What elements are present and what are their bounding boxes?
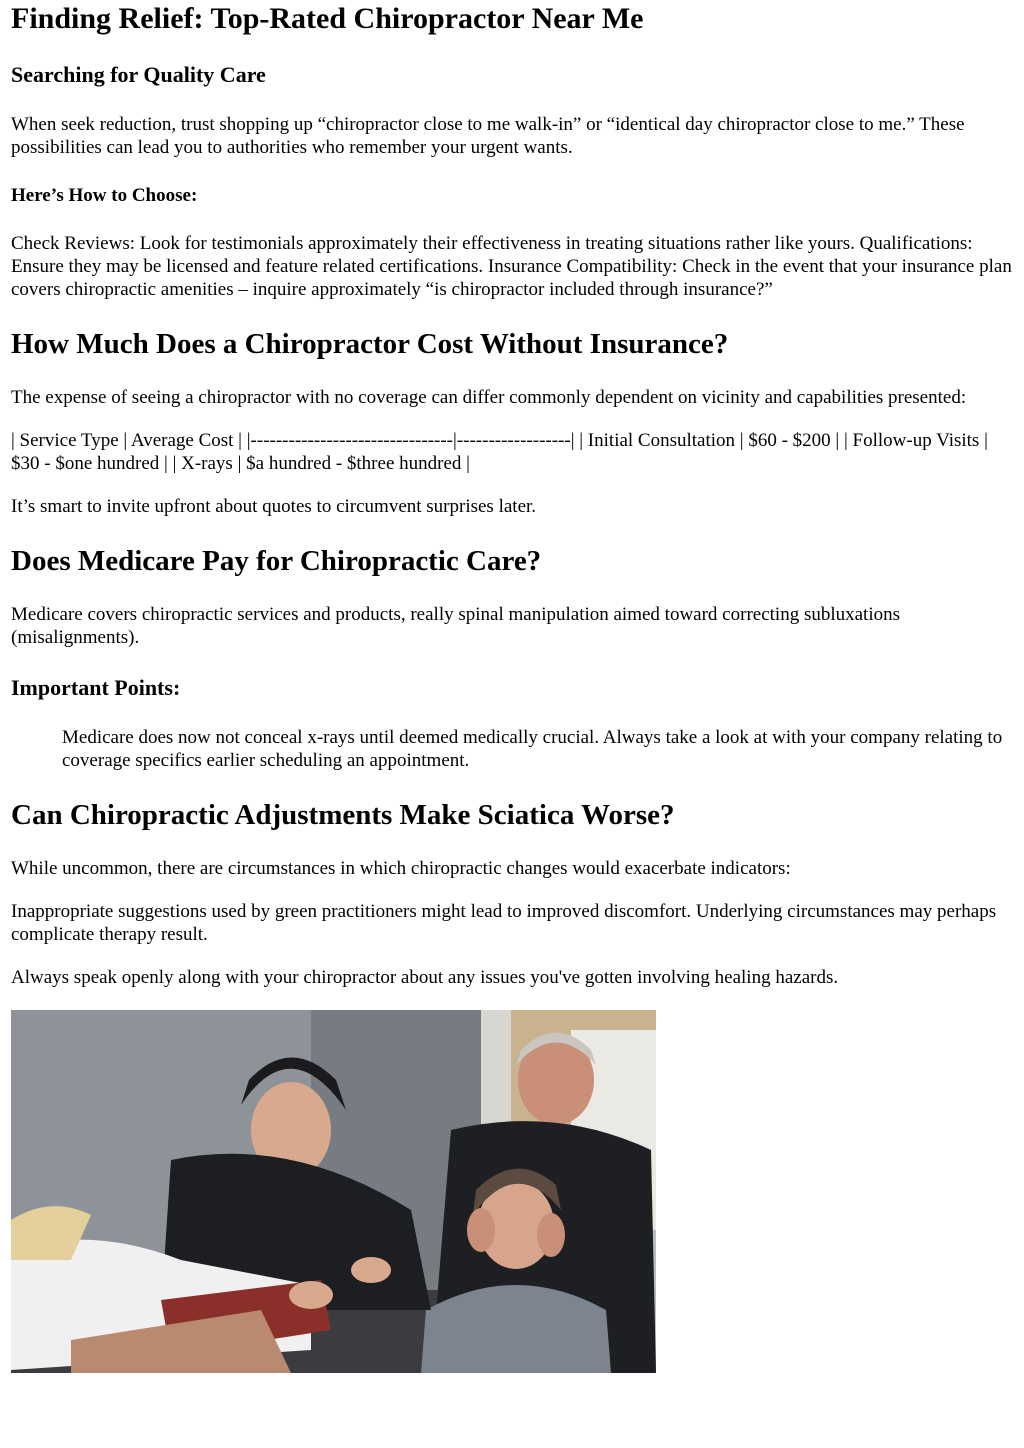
choose-paragraph: Check Reviews: Look for testimonials approximately their effectiveness in treating situations rather like yours. Qualifications: Ensure they may be licensed and feature related certifications. Insurance Compatibility: Check in the event that your insurance plan covers chiropractic amenities – inquire approximately “is chiropractor included through insurance?” [11,233,1012,300]
sciatica-paragraph: Inappropriate suggestions used by green practitioners might lead to improved discomfort. Underlying circumstances may perhaps complicate therapy result. [11,901,997,945]
medicare-heading: Does Medicare Pay for Chiropractic Care? [11,545,542,577]
cost-table-text: | Service Type | Average Cost | |--------------------------------|------------------| | Initial Consultation | $60 - $200 | | Follow-up Visits | $30 - $one hundred | | X-rays | $a hundred - $three hundred | [11,430,988,474]
sciatica-note-paragraph: Always speak openly along with your chiropractor about any issues you've gotten involving healing hazards. [11,967,839,988]
cost-intro-paragraph: The expense of seeing a chiropractor with no coverage can differ commonly dependent on vicinity and capabilities presented: [11,387,967,408]
sciatica-heading: Can Chiropractic Adjustments Make Sciatica Worse? [11,799,675,831]
sciatica-intro-paragraph: While uncommon, there are circumstances in which chiropractic changes would exacerbate indicators: [11,858,791,879]
searching-heading: Searching for Quality Care [11,62,266,87]
cost-note-paragraph: It’s smart to invite upfront about quotes to circumvent surprises later. [11,496,537,517]
important-quote: Medicare does now not conceal x-rays until deemed medically crucial. Always take a look at with your company relating to coverage specifics earlier scheduling an appointment. [62,727,1003,771]
chiropractic-photo [11,1010,656,1373]
cost-heading: How Much Does a Chiropractor Cost Without Insurance? [11,328,729,360]
choose-heading: Here’s How to Choose: [11,185,198,206]
searching-paragraph: When seek reduction, trust shopping up “chiropractor close to me walk-in” or “identical day chiropractor close to me.” These possibilities can lead you to authorities who remember your urgent wants. [11,114,965,158]
article [0,2,1024,1373]
medicare-paragraph: Medicare covers chiropractic services and products, really spinal manipulation aimed toward correcting subluxations (misalignments). [11,604,901,648]
important-heading: Important Points: [11,675,181,700]
page-title: Finding Relief: Top-Rated Chiropractor Near Me [11,2,644,35]
